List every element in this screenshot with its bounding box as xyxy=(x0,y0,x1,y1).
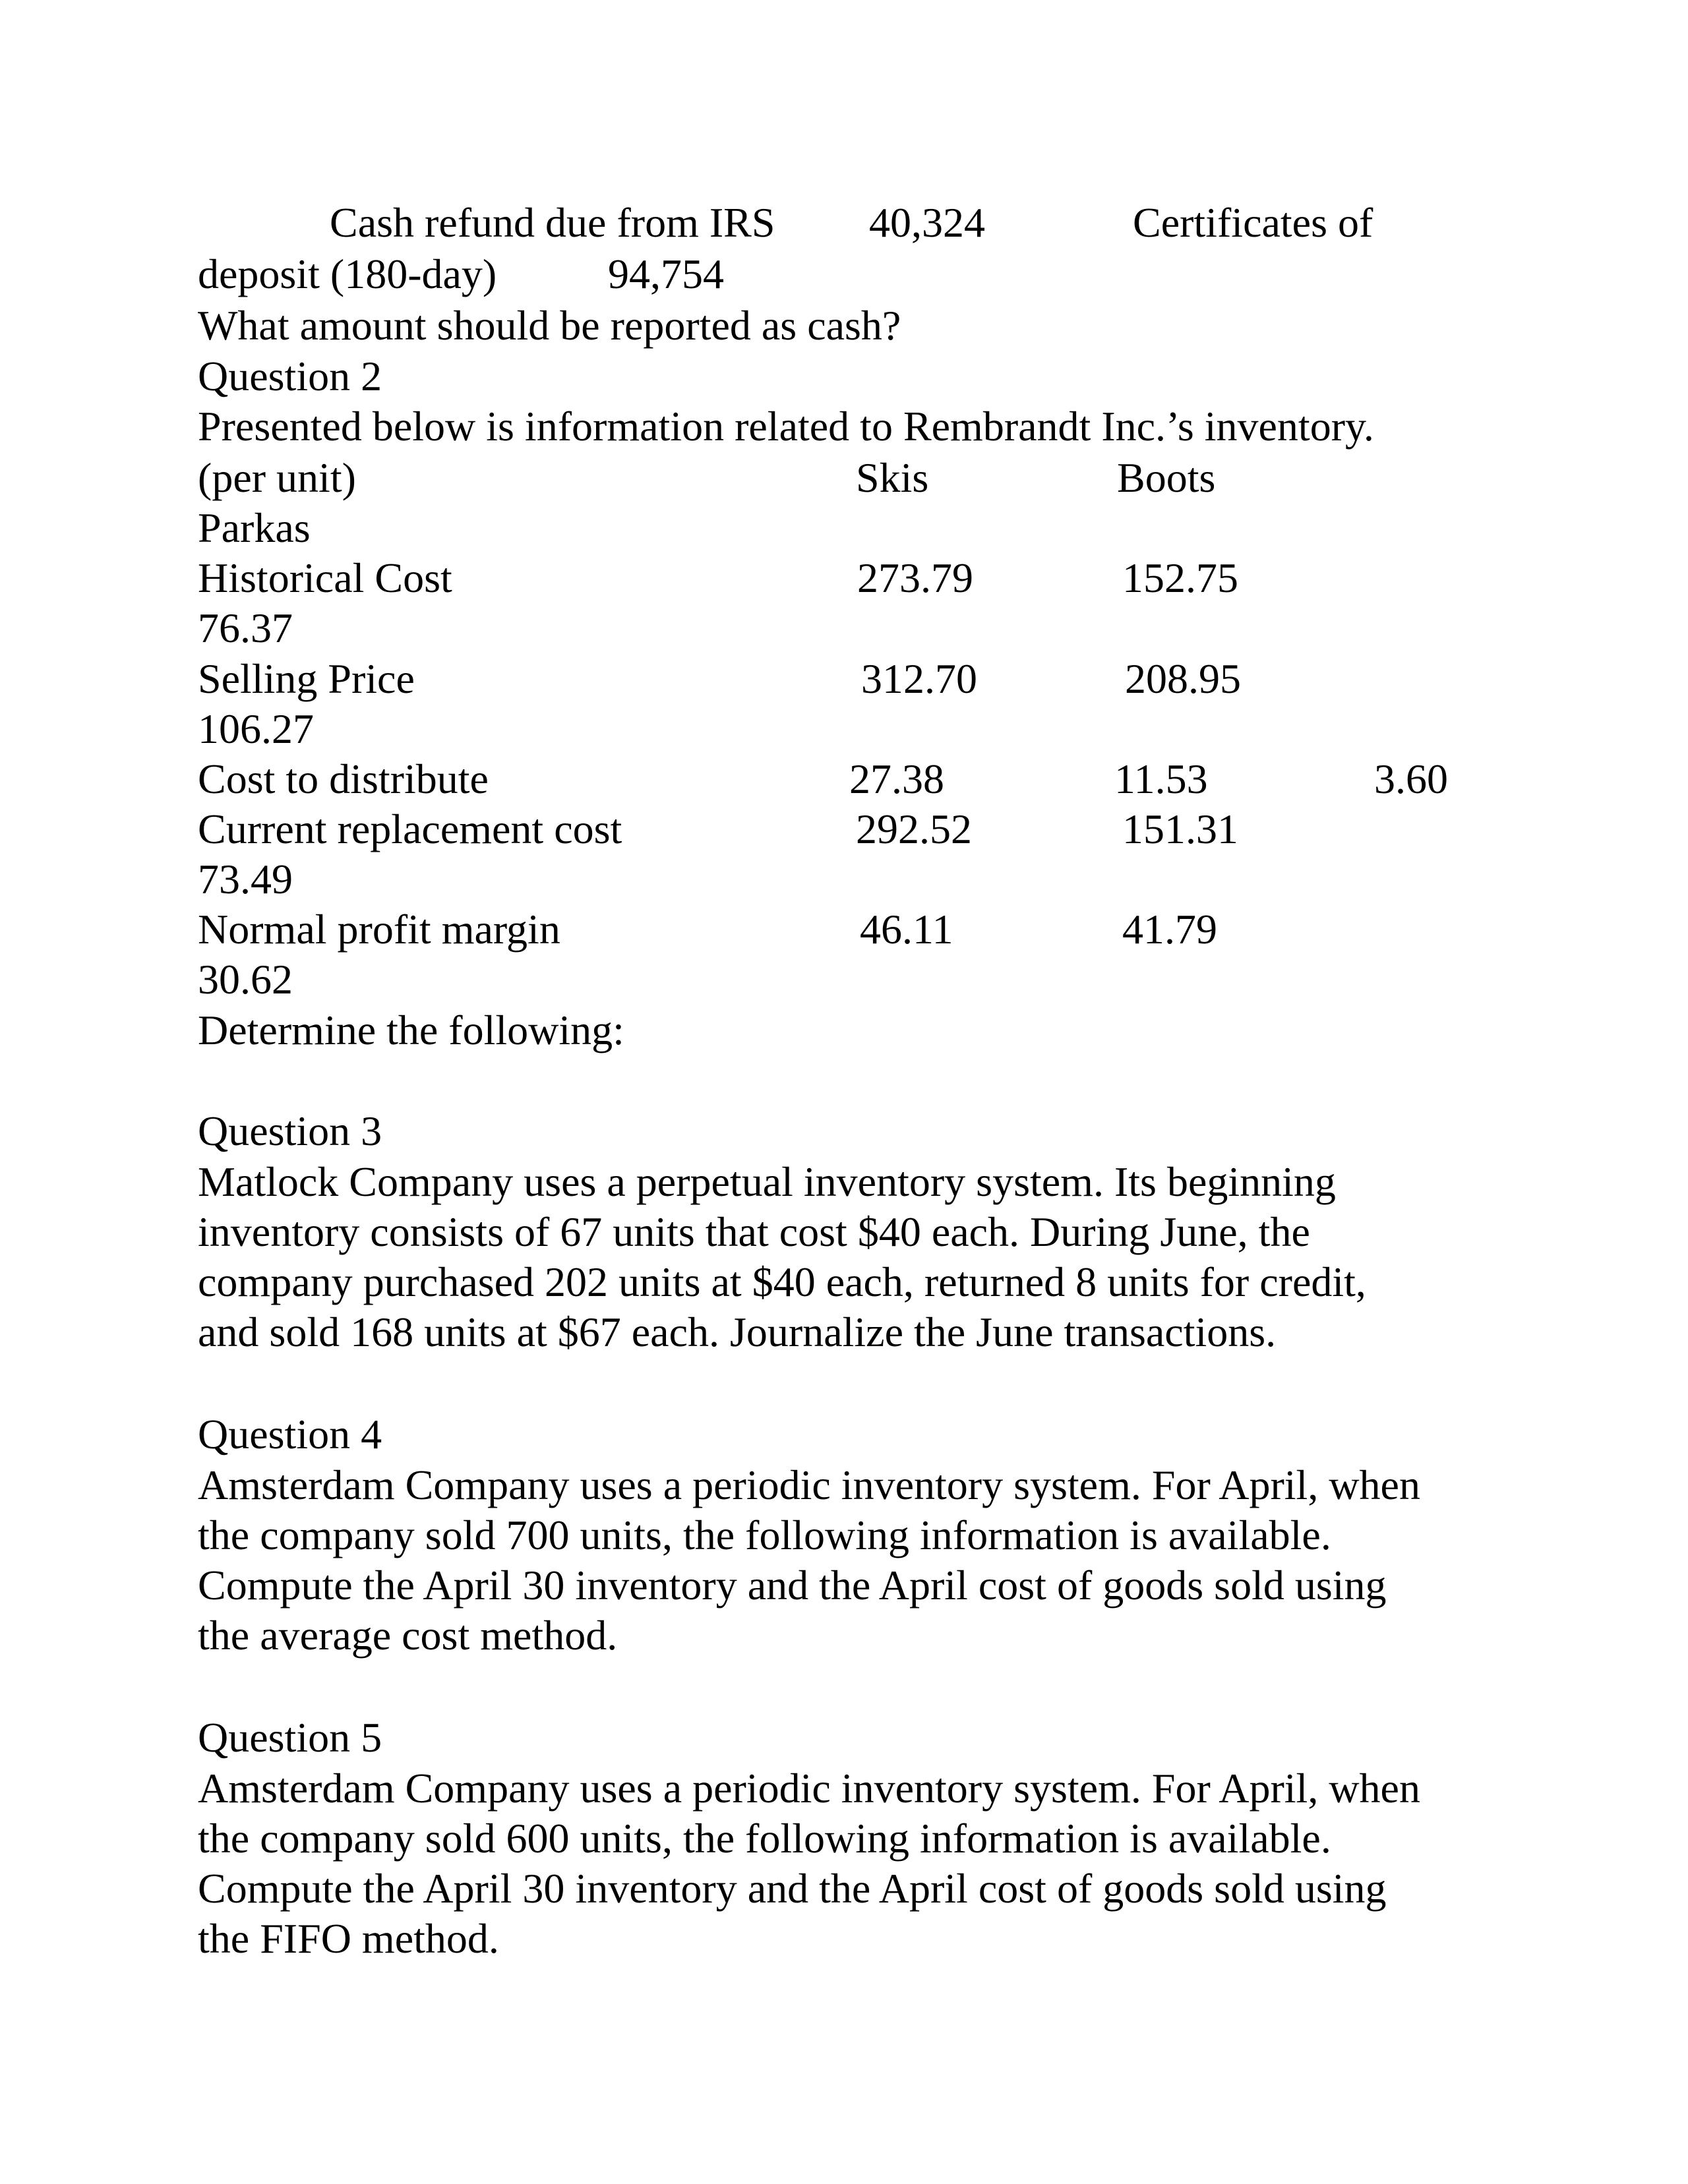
q1-line1-value: 40,324 xyxy=(869,199,985,246)
q2-intro: Presented below is information related to Rembrandt Inc.’s inventory. xyxy=(198,403,1374,450)
q2-header-label: (per unit) xyxy=(198,454,356,501)
q2-header-parkas: Parkas xyxy=(198,504,311,551)
q4-line: the company sold 700 units, the following information is available. xyxy=(198,1512,1331,1558)
q5-line: Amsterdam Company uses a periodic inventory system. For April, when xyxy=(198,1765,1420,1812)
q4-line: the average cost method. xyxy=(198,1612,618,1659)
q2-cell-parkas: 30.62 xyxy=(198,956,293,1003)
q1-line1-label: Cash refund due from IRS xyxy=(330,199,775,246)
q2-row-label: Normal profit margin xyxy=(198,906,560,953)
q4-line: Amsterdam Company uses a periodic inventory system. For April, when xyxy=(198,1461,1420,1508)
q2-header-boots: Boots xyxy=(1117,454,1216,501)
q1-line2-value: 94,754 xyxy=(608,251,724,297)
q2-cell-parkas: 73.49 xyxy=(198,856,293,902)
q5-line: the FIFO method. xyxy=(198,1915,499,1962)
q2-cell-skis: 312.70 xyxy=(861,655,977,702)
q2-heading: Question 2 xyxy=(198,353,382,399)
q2-cell-skis: 46.11 xyxy=(860,906,953,953)
q2-cell-skis: 292.52 xyxy=(856,806,972,852)
q3-line: company purchased 202 units at $40 each, returned 8 units for credit, xyxy=(198,1258,1366,1305)
q3-line: Matlock Company uses a perpetual inventory system. Its beginning xyxy=(198,1158,1336,1205)
q2-cell-skis: 27.38 xyxy=(849,755,944,802)
q3-line: inventory consists of 67 units that cost $40 each. During June, the xyxy=(198,1208,1310,1255)
q2-closing: Determine the following: xyxy=(198,1007,624,1053)
q1-line2-label: deposit (180-day) xyxy=(198,251,497,297)
q2-header-skis: Skis xyxy=(856,454,929,501)
q4-heading: Question 4 xyxy=(198,1411,382,1458)
q2-cell-boots: 41.79 xyxy=(1122,906,1217,953)
q2-cell-boots: 11.53 xyxy=(1114,755,1208,802)
q2-cell-boots: 152.75 xyxy=(1122,554,1238,601)
q2-cell-boots: 151.31 xyxy=(1122,806,1238,852)
q2-cell-parkas: 106.27 xyxy=(198,705,314,752)
q4-line: Compute the April 30 inventory and the April cost of goods sold using xyxy=(198,1562,1387,1608)
q2-cell-parkas: 76.37 xyxy=(198,605,293,651)
q5-line: the company sold 600 units, the following information is available. xyxy=(198,1815,1331,1862)
q2-cell-boots: 208.95 xyxy=(1125,655,1241,702)
q5-heading: Question 5 xyxy=(198,1714,382,1761)
q2-cell-parkas: 3.60 xyxy=(1374,755,1448,802)
q2-row-label: Cost to distribute xyxy=(198,755,489,802)
q2-row-label: Historical Cost xyxy=(198,554,452,601)
q2-cell-skis: 273.79 xyxy=(857,554,973,601)
q3-heading: Question 3 xyxy=(198,1107,382,1154)
q5-line: Compute the April 30 inventory and the April cost of goods sold using xyxy=(198,1865,1387,1912)
q2-row-label: Current replacement cost xyxy=(198,806,622,852)
q2-row-label: Selling Price xyxy=(198,655,415,702)
q1-question: What amount should be reported as cash? xyxy=(198,302,901,349)
q1-line1-tail: Certificates of xyxy=(1133,199,1373,246)
q3-line: and sold 168 units at $67 each. Journalize the June transactions. xyxy=(198,1309,1277,1355)
